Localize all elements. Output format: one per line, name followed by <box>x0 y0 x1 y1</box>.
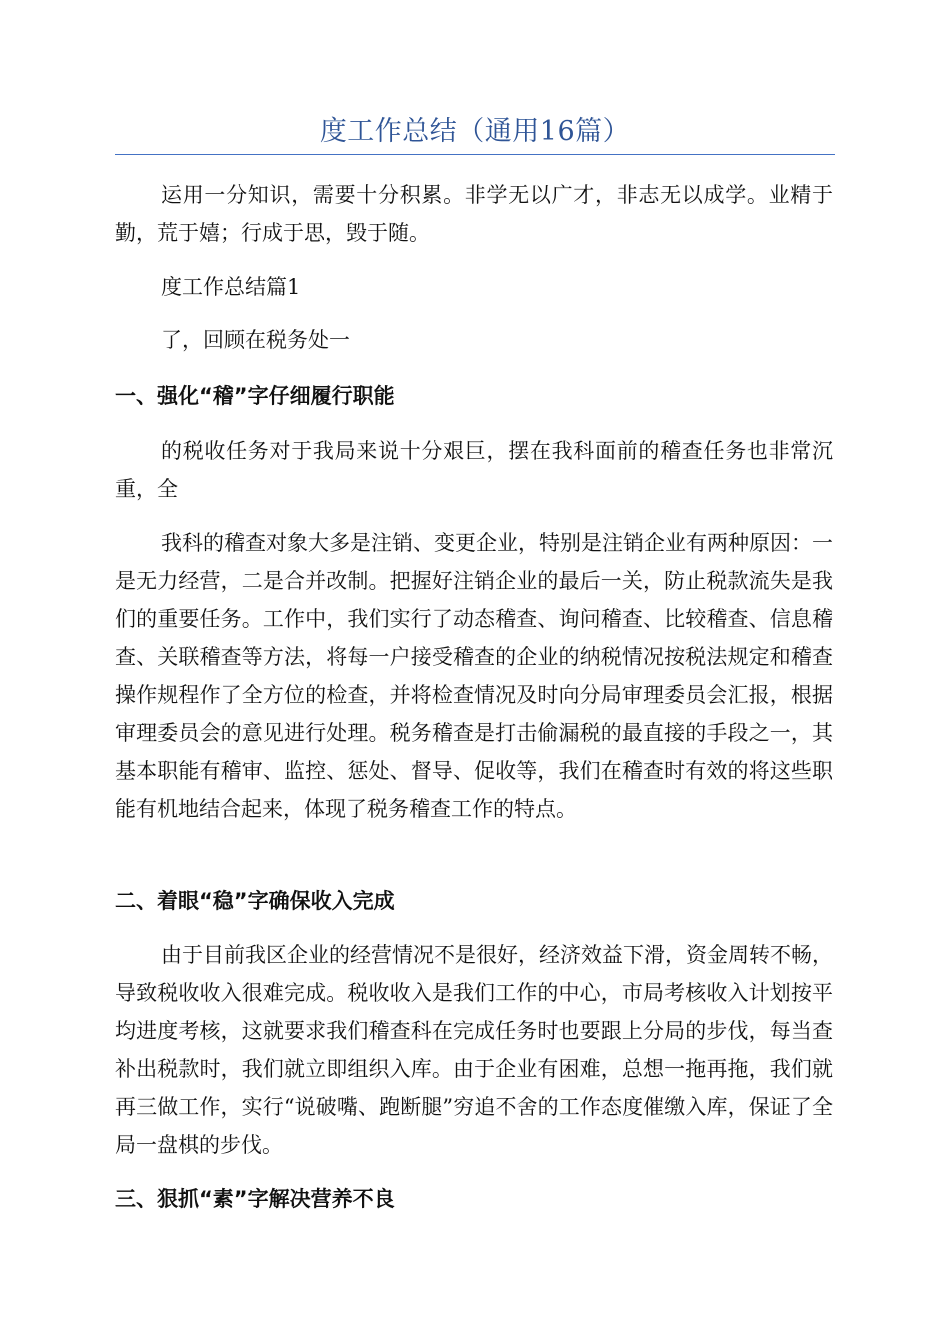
section-title: 度工作总结篇1 <box>161 275 301 299</box>
intro-paragraph: 运用一分知识，需要十分积累。非学无以广才，非志无以成学。业精于勤，荒于嬉；行成于思，毁于随。 <box>115 183 833 245</box>
opening-paragraph: 了，回顾在税务处一 <box>161 328 350 352</box>
title-underline <box>115 154 835 155</box>
heading-2: 二、着眼“稳”字确保收入完成 <box>115 889 395 913</box>
heading-3: 三、狠抓“素”字解决营养不良 <box>115 1187 395 1211</box>
document-title: 度工作总结（通用16篇） <box>319 116 631 147</box>
paragraph-3: 由于目前我区企业的经营情况不是很好，经济效益下滑，资金周转不畅，导致税收收入很难完成。税收收入是我们工作的中心，市局考核收入计划按平均进度考核，这就要求我们稽查科在完成任务时也要跟上分局的步伐，每当查补出税款时，我们就立即组织入库。由于企业有困难，总想一拖再拖，我们就再三做工作，实行“说破嘴、跑断腿”穷追不舍的工作态度催缴入库，保证了全局一盘棋的步伐。 <box>115 943 833 1157</box>
paragraph-2: 我科的稽查对象大多是注销、变更企业，特别是注销企业有两种原因：一是无力经营，二是合并改制。把握好注销企业的最后一关，防止税款流失是我们的重要任务。工作中，我们实行了动态稽查、询问稽查、比较稽查、信息稽查、关联稽查等方法，将每一户接受稽查的企业的纳税情况按税法规定和稽查操作规程作了全方位的检查，并将检查情况及时向分局审理委员会汇报，根据审理委员会的意见进行处理。税务稽查是打击偷漏税的最直接的手段之一，其基本职能有稽审、监控、惩处、督导、促收等，我们在稽查时有效的将这些职能有机地结合起来，体现了税务稽查工作的特点。 <box>115 531 833 821</box>
heading-1: 一、强化“稽”字仔细履行职能 <box>115 384 395 408</box>
paragraph-1: 的税收任务对于我局来说十分艰巨，摆在我科面前的稽查任务也非常沉重，全 <box>115 439 833 501</box>
